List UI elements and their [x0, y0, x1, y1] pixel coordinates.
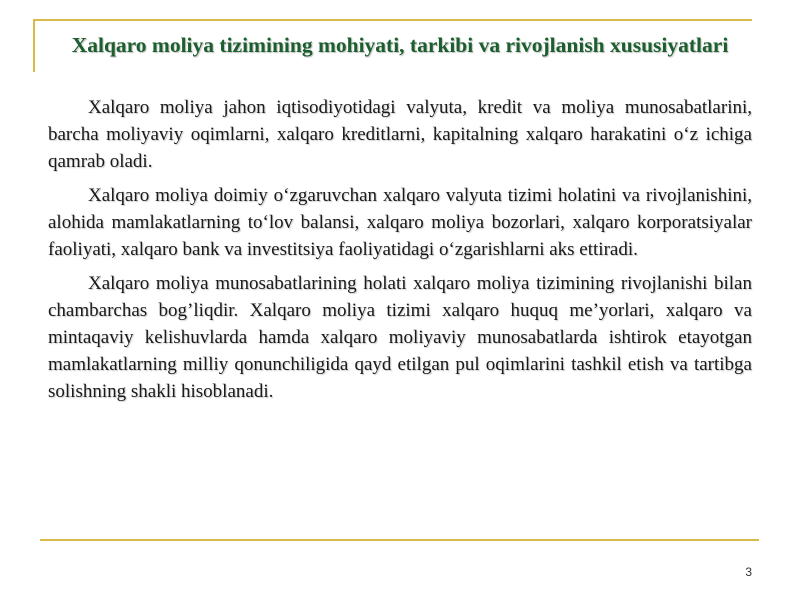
left-accent-rule	[33, 19, 35, 72]
slide-body	[48, 94, 752, 412]
page-number: 3	[745, 565, 752, 579]
top-divider-rule	[33, 19, 752, 21]
body-paragraph: Xalqaro moliya jahon iqtisodiyotidagi valyuta, kredit va moliya munosabatlarini, barcha moliyaviy oqimlarni, xalqaro kreditlarni, kapitalning xalqaro harakatini o‘z ichiga qamrab oladi.	[48, 97, 752, 172]
body-paragraph: Xalqaro moliya doimiy o‘zgaruvchan xalqaro valyuta tizimi holatini va rivojlanishini, alohida mamlakatlarning to‘lov balansi, xalqaro moliya bozorlari, xalqaro korporatsiyalar faoliyati, xalqaro bank va investitsiya faoliyatidagi o‘zgarishlarni aks ettiradi.	[48, 185, 752, 260]
bottom-divider-rule	[40, 539, 759, 541]
slide-title: Xalqaro moliya tizimining mohiyati, tarkibi va rivojlanish xususiyatlari	[71, 33, 729, 57]
body-paragraph: Xalqaro moliya munosabatlarining holati xalqaro moliya tizimining rivojlanishi bilan chambarchas bog’liqdir. Xalqaro moliya tizimi xalqaro huquq me’yorlari, xalqaro va mintaqaviy kelishuvlarda hamda xalqaro moliyaviy munosabatlarda ishtirok etayotgan mamlakatlarning milliy qonunchiligida qayd etilgan pul oqimlarini tashkil etish va tartibga solishning shakli hisoblanadi.	[48, 273, 752, 402]
